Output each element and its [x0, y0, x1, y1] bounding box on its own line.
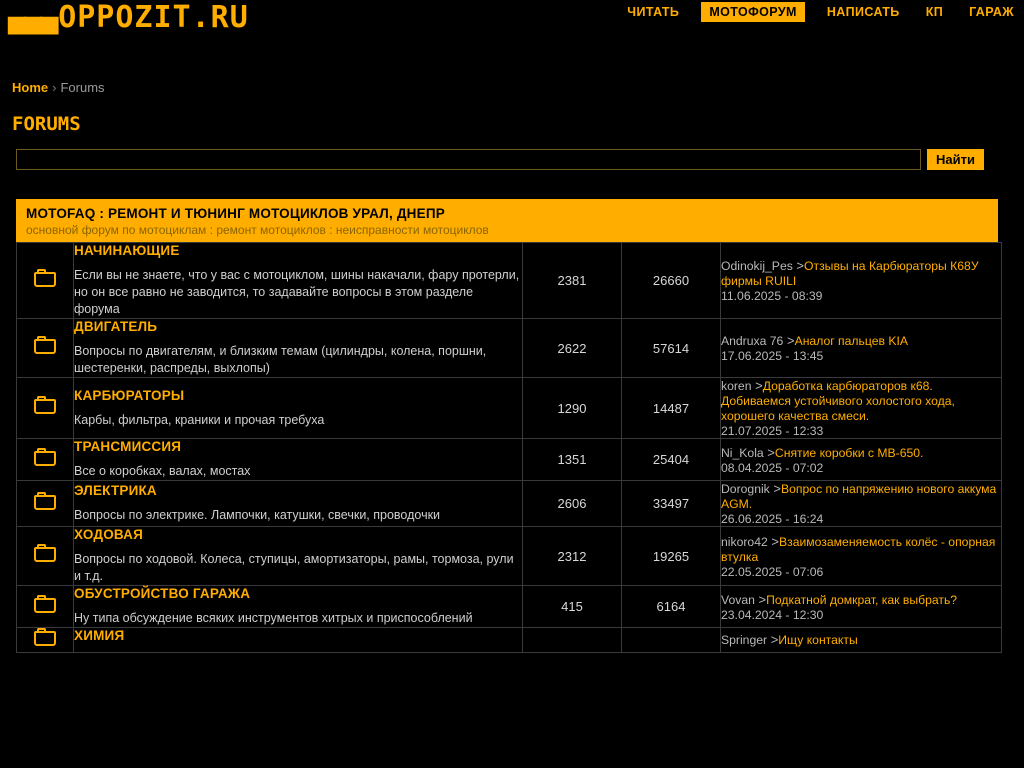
- folder-icon: [34, 339, 56, 354]
- last-post-date: 08.04.2025 - 07:02: [721, 460, 824, 475]
- forum-last-post: [721, 586, 1002, 628]
- breadcrumb-separator: ›: [52, 80, 57, 95]
- search-bar: [16, 149, 984, 170]
- site-header: [0, 0, 1024, 48]
- last-post-arrow: >: [767, 632, 779, 647]
- forum-description: Вопросы по электрике. Лампочки, катушки, свечки, проводочки: [74, 508, 441, 522]
- last-post-topic[interactable]: Аналог пальцев KIA: [794, 334, 909, 348]
- last-post-topic[interactable]: Ищу контакты: [778, 633, 858, 647]
- nav-item-kp[interactable]: КП: [925, 5, 944, 19]
- table-row[interactable]: [17, 378, 1002, 439]
- last-post-topic[interactable]: Вопрос по напряжению нового аккума AGM.: [721, 482, 997, 511]
- forum-info-cell: [74, 243, 523, 319]
- forum-icon-cell: [17, 586, 74, 628]
- table-row[interactable]: [17, 319, 1002, 378]
- forum-icon-cell: [17, 481, 74, 527]
- table-row[interactable]: [17, 481, 1002, 527]
- forum-info-cell: [74, 481, 523, 527]
- breadcrumb: [12, 80, 1024, 95]
- forum-topics-count: 1290: [523, 378, 622, 439]
- table-row[interactable]: [17, 439, 1002, 481]
- last-post-arrow: >: [763, 444, 775, 460]
- forum-last-post: [721, 378, 1002, 439]
- forum-icon-cell: [17, 319, 74, 378]
- last-post-topic[interactable]: Отзывы на Карбюраторы К68У фирмы RUILI: [721, 259, 979, 288]
- folder-icon: [34, 399, 56, 414]
- last-post-arrow: >: [792, 258, 805, 273]
- last-post-topic[interactable]: Взаимозаменяемость колёс - опорная втулка: [721, 534, 996, 564]
- last-post-user[interactable]: nikoro42: [721, 534, 768, 549]
- last-post-date: 22.05.2025 - 07:06: [721, 564, 824, 579]
- forum-posts-count: 19265: [622, 527, 721, 586]
- forum-description: Все о коробках, валах, мостах: [74, 464, 251, 478]
- nav-item-write[interactable]: НАПИСАТЬ: [826, 5, 900, 19]
- last-post-topic[interactable]: Доработка карбюраторов к68. Добиваемся устойчивого холостого хода, хорошего качества смеси.: [721, 379, 955, 423]
- forum-last-post: [721, 243, 1002, 319]
- forum-description: Ну типа обсуждение всяких инструментов хитрых и приспособлений: [74, 611, 473, 625]
- last-post-date: 11.06.2025 - 08:39: [721, 289, 823, 303]
- forum-link[interactable]: КАРБЮРАТОРЫ: [74, 387, 185, 403]
- nav-item-garage[interactable]: ГАРАЖ: [969, 5, 1014, 19]
- forum-last-post: [721, 527, 1002, 586]
- last-post-arrow: >: [783, 333, 795, 348]
- folder-icon: [34, 451, 56, 466]
- forum-info-cell: [74, 439, 523, 481]
- forum-topics-count: 2606: [523, 481, 622, 527]
- breadcrumb-home[interactable]: Home: [12, 80, 49, 95]
- forum-link[interactable]: ЭЛЕКТРИКА: [74, 483, 157, 498]
- forum-last-post: [721, 439, 1002, 481]
- logo-glyph: ▄▄▄: [8, 0, 57, 35]
- forum-info-cell: [74, 378, 523, 439]
- forum-description: Карбы, фильтра, краники и прочая требуха: [74, 412, 325, 427]
- forum-topics-count: 2381: [523, 243, 622, 319]
- forum-posts-count: 26660: [622, 243, 721, 319]
- folder-icon: [34, 495, 56, 510]
- forum-posts-count: 33497: [622, 481, 721, 527]
- forum-description: Вопросы по ходовой. Колеса, ступицы, амортизаторы, рамы, тормоза, рули и т.д.: [74, 552, 514, 583]
- forum-icon-cell: [17, 378, 74, 439]
- forum-description: Вопросы по двигателям, и близким темам (цилиндры, колена, поршни, шестеренки, распреды, выхлопы): [74, 344, 487, 375]
- folder-icon: [34, 547, 56, 562]
- last-post-date: 17.06.2025 - 13:45: [721, 349, 824, 363]
- last-post-topic[interactable]: Подкатной домкрат, как выбрать?: [766, 592, 958, 607]
- search-button[interactable]: Найти: [927, 149, 984, 170]
- folder-icon: [34, 598, 56, 613]
- forum-info-cell: [74, 586, 523, 628]
- forum-last-post: [721, 319, 1002, 378]
- forum-posts-count: 57614: [622, 319, 721, 378]
- forum-posts-count: [622, 628, 721, 653]
- last-post-date: 26.06.2025 - 16:24: [721, 512, 824, 526]
- forum-icon-cell: [17, 243, 74, 319]
- forum-info-cell: [74, 319, 523, 378]
- forum-topics-count: 415: [523, 586, 622, 628]
- forum-topics-count: 2622: [523, 319, 622, 378]
- forum-posts-count: 25404: [622, 439, 721, 481]
- breadcrumb-current: Forums: [60, 80, 105, 95]
- last-post-user[interactable]: Dorognik: [721, 482, 770, 496]
- forum-icon-cell: [17, 439, 74, 481]
- table-row[interactable]: [17, 243, 1002, 319]
- category-header: [16, 199, 998, 242]
- forum-posts-count: 6164: [622, 586, 721, 628]
- last-post-arrow: >: [751, 378, 763, 393]
- last-post-user[interactable]: Ni_Kola: [721, 445, 764, 460]
- folder-icon: [34, 272, 56, 287]
- category-subtitle: основной форум по мотоциклам : ремонт мотоциклов : неисправности мотоциклов: [26, 223, 489, 237]
- main-navigation: [623, 2, 1018, 22]
- forum-info-cell: [74, 527, 523, 586]
- table-row[interactable]: [17, 527, 1002, 586]
- forum-last-post: [721, 628, 1002, 653]
- forum-topics-count: 1351: [523, 439, 622, 481]
- search-input[interactable]: [16, 149, 921, 170]
- forum-icon-cell: [17, 527, 74, 586]
- forum-link[interactable]: НАЧИНАЮЩИЕ: [74, 243, 180, 258]
- page-title: FORUMS: [12, 113, 81, 135]
- last-post-user[interactable]: Andruxa 76: [721, 334, 784, 348]
- folder-icon: [34, 631, 56, 646]
- last-post-user[interactable]: koren: [721, 379, 752, 393]
- category-title[interactable]: MOTOFAQ : РЕМОНТ И ТЮНИНГ МОТОЦИКЛОВ УРАЛ, ДНЕПР: [26, 206, 445, 221]
- forum-link[interactable]: ДВИГАТЕЛЬ: [74, 319, 158, 334]
- forum-link[interactable]: ТРАНСМИССИЯ: [74, 439, 182, 454]
- forum-last-post: [721, 481, 1002, 527]
- last-post-date: 21.07.2025 - 12:33: [721, 424, 824, 438]
- forum-info-cell: [74, 628, 523, 653]
- last-post-arrow: >: [767, 533, 779, 549]
- forum-posts-count: 14487: [622, 378, 721, 439]
- forum-topics-count: 2312: [523, 527, 622, 586]
- last-post-date: 23.04.2024 - 12:30: [721, 607, 824, 622]
- forum-icon-cell: [17, 628, 74, 653]
- last-post-user[interactable]: Vovan: [721, 592, 755, 607]
- last-post-arrow: >: [769, 481, 781, 496]
- forum-link[interactable]: ХИМИЯ: [74, 628, 125, 643]
- last-post-user[interactable]: Springer: [721, 633, 768, 647]
- table-row[interactable]: [17, 628, 1002, 653]
- last-post-topic[interactable]: Снятие коробки с МВ-650.: [774, 445, 924, 460]
- site-logo[interactable]: [8, 0, 249, 35]
- forum-link[interactable]: ХОДОВАЯ: [74, 527, 144, 542]
- forum-topics-count: [523, 628, 622, 653]
- nav-item-motoforum[interactable]: МОТОФОРУМ: [701, 2, 805, 22]
- forum-link[interactable]: ОБУСТРОЙСТВО ГАРАЖА: [74, 586, 251, 601]
- nav-item-read[interactable]: ЧИТАТЬ: [627, 5, 680, 19]
- forum-table: [16, 242, 1002, 653]
- logo-text: OPPOZIT.RU: [58, 0, 249, 35]
- last-post-user[interactable]: Odinokij_Pes: [721, 259, 793, 273]
- last-post-arrow: >: [754, 591, 767, 607]
- table-row[interactable]: [17, 586, 1002, 628]
- forum-description: Если вы не знаете, что у вас с мотоциклом, шины накачали, фару протерли, но он все равно не заводится, то задавайте вопросы в этом разделе форума: [74, 268, 520, 316]
